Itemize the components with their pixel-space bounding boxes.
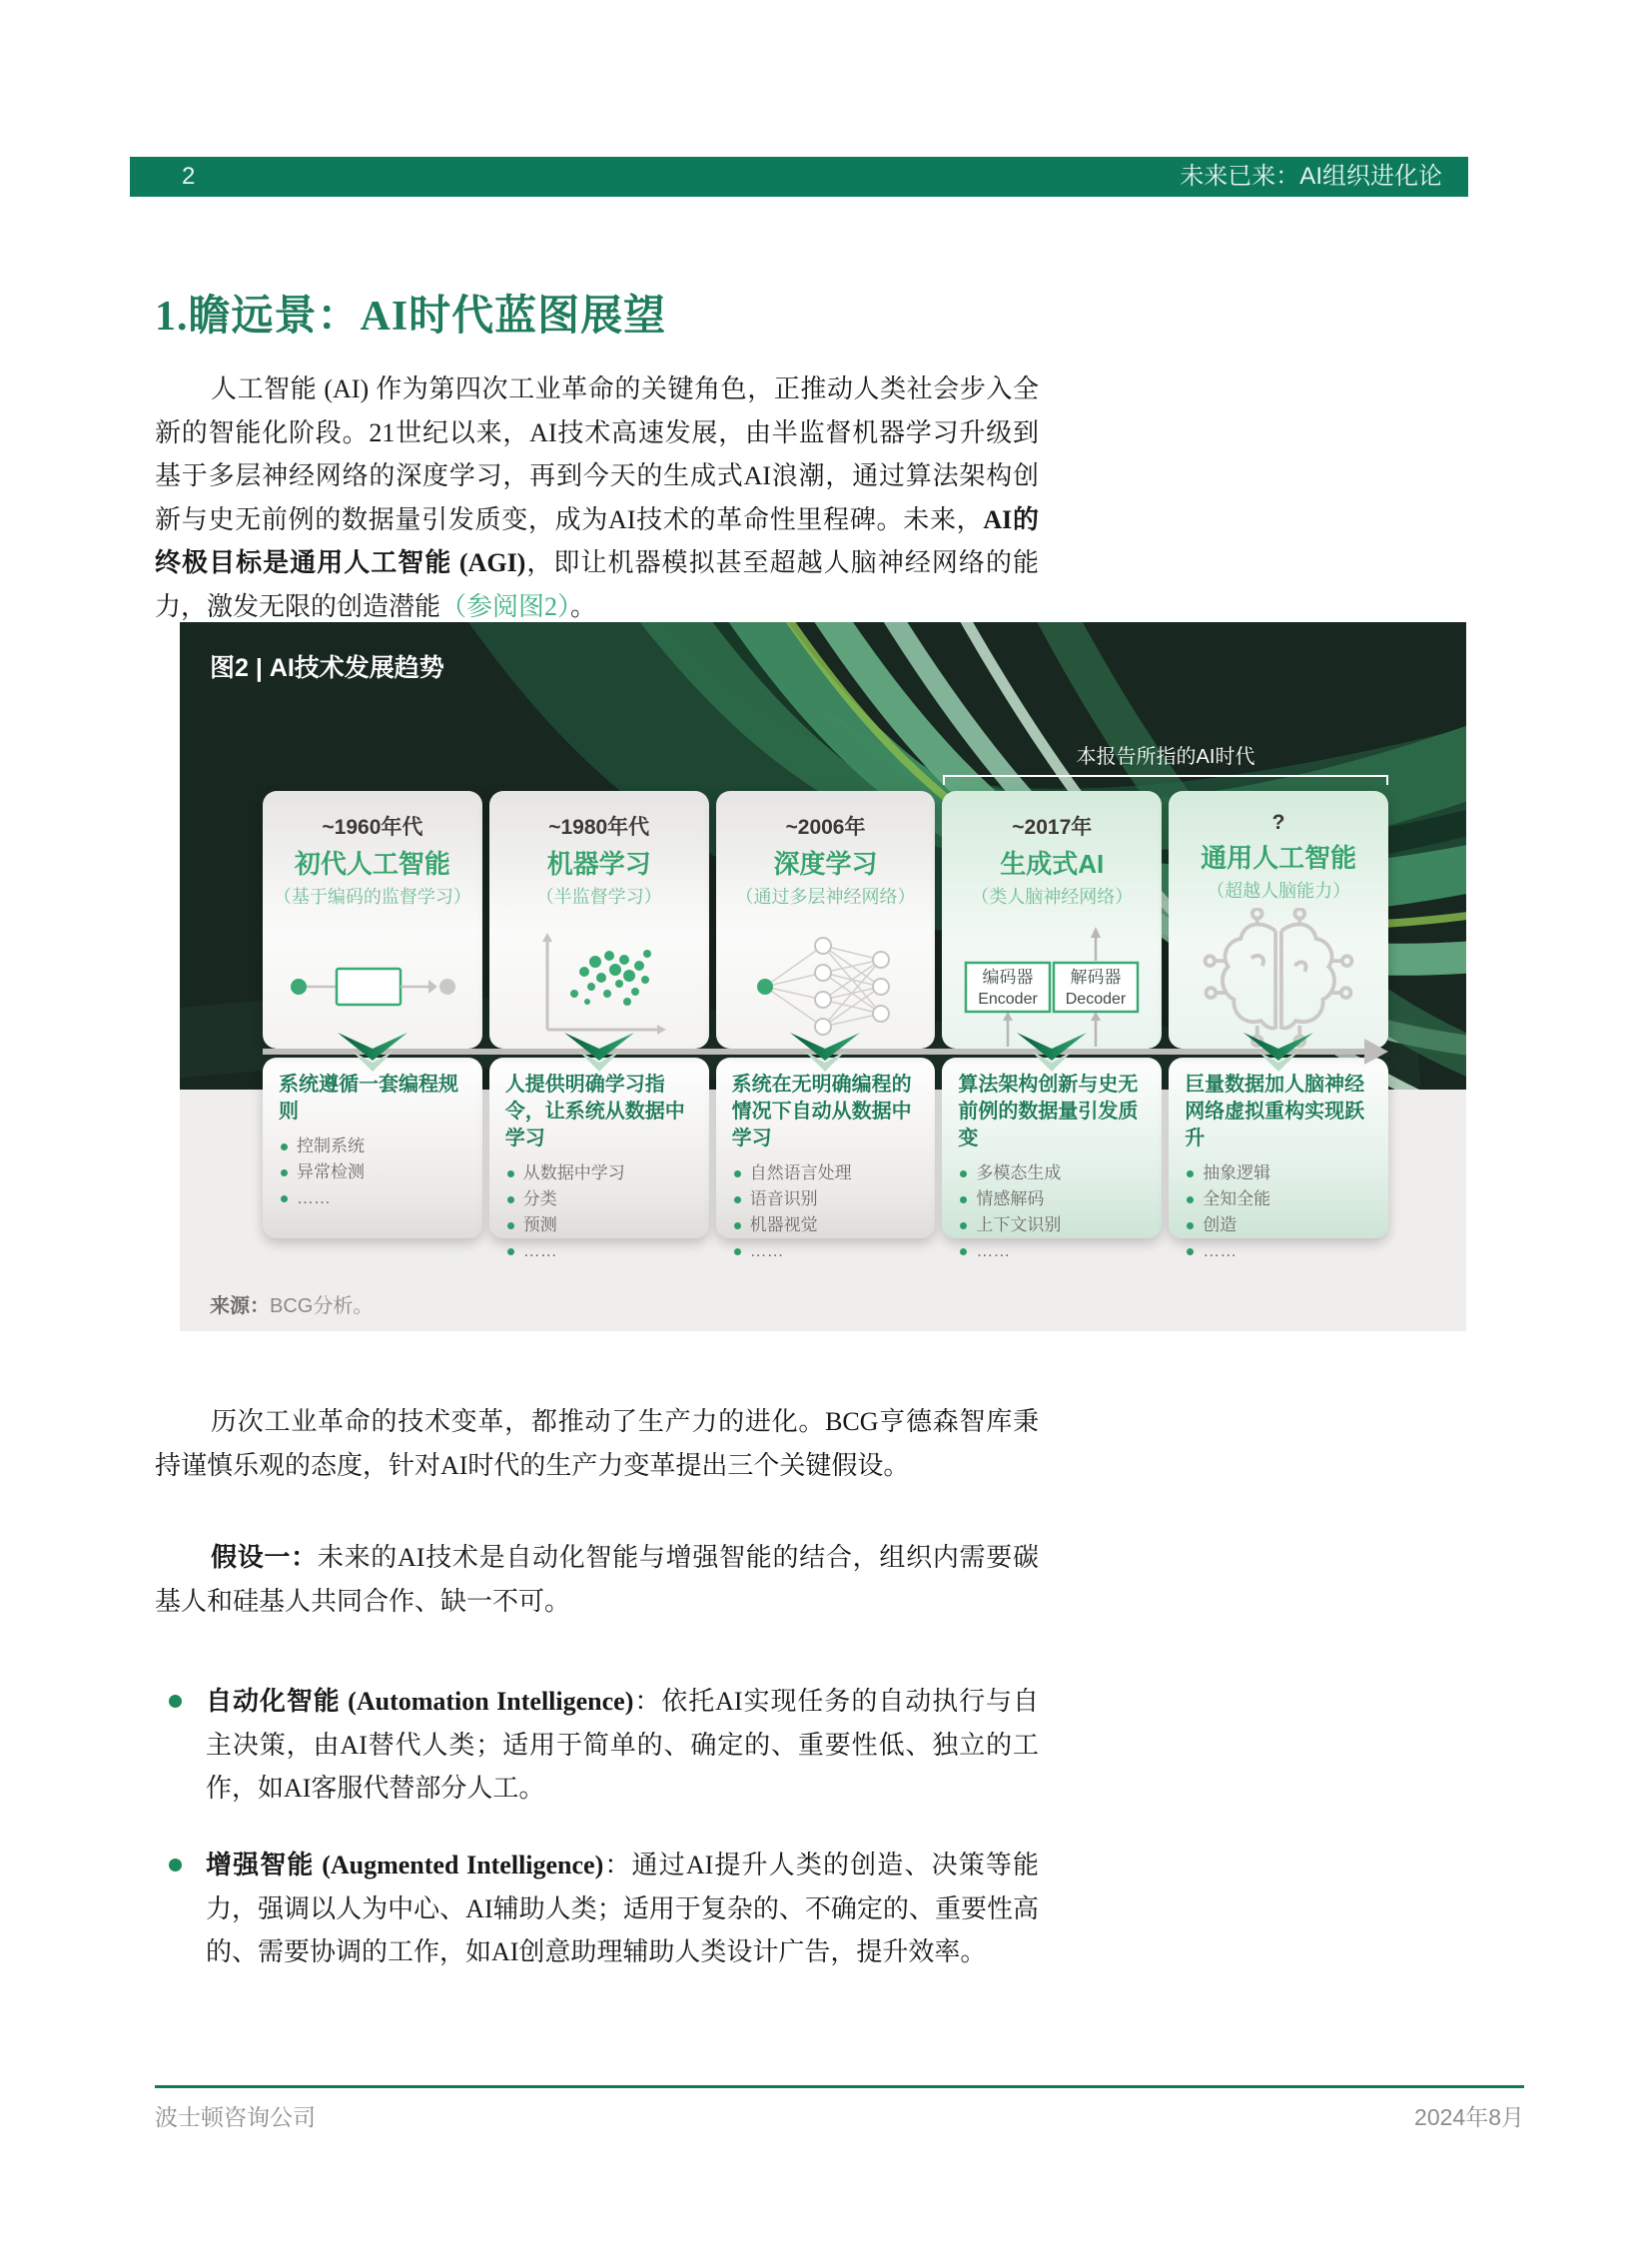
footer-divider	[155, 2085, 1524, 2088]
figure-caption: 图2 | AI技术发展趋势	[210, 654, 444, 682]
list-item: 情感解码	[958, 1186, 1150, 1212]
list-item: 全知全能	[1185, 1186, 1376, 1212]
column-subtitle: （半监督学习）	[535, 887, 662, 907]
hypothesis-paragraph	[155, 1536, 1039, 1623]
column-card-bottom	[716, 1058, 936, 1260]
column-subtitle: （通过多层神经网络）	[735, 887, 916, 907]
bullet-dot-icon	[169, 1695, 182, 1708]
timeline-column-agi	[1169, 791, 1388, 1260]
footer-company: 波士顿咨询公司	[155, 2104, 316, 2130]
intro-text-1: 人工智能 (AI) 作为第四次工业革命的关键角色，正推动人类社会步入全新的智能化阶段。21世纪以来，AI技术高速发展，由半监督机器学习升级到基于多层神经网络的深度学习，再到今天的生成式AI浪潮，通过算法架构创新与史无前例的数据量引发质变，成为AI技术的革命性里程碑。未来，	[155, 374, 1039, 534]
source-text: BCG分析。	[270, 1295, 374, 1317]
column-card-top	[716, 791, 936, 1049]
hypothesis-lead: 假设一：	[211, 1543, 318, 1572]
bullet-lead: 增强智能 (Augmented Intelligence)	[206, 1851, 604, 1879]
column-bullet-list	[958, 1160, 1150, 1264]
column-subtitle: （类人脑神经网络）	[971, 887, 1134, 907]
column-card-bottom	[489, 1058, 709, 1260]
list-item: ……	[732, 1238, 924, 1264]
ai-era-note: 本报告所指的AI时代	[1076, 746, 1255, 768]
footer-date: 2024年8月	[1414, 2104, 1524, 2130]
column-subtitle: （基于编码的监督学习）	[273, 887, 471, 907]
column-description-title: 人提供明确学习指令，让系统从数据中学习	[504, 1074, 685, 1149]
timeline-column-2017	[942, 791, 1162, 1260]
header-title: 未来已来：AI组织进化论	[1180, 163, 1442, 190]
column-period: ~1960年代	[322, 816, 423, 839]
column-period: ~2017年	[1012, 816, 1093, 839]
column-description-title: 巨量数据加人脑神经网络虚拟重构实现跃升	[1185, 1074, 1365, 1149]
decoder-label: 解码器	[1070, 967, 1122, 987]
chevron-down-icon	[564, 1031, 634, 1078]
chevron-down-icon	[338, 1031, 408, 1078]
column-title: 深度学习	[773, 849, 878, 879]
list-item: 分类	[505, 1186, 697, 1212]
column-card-top	[489, 791, 709, 1049]
encoder-label: 编码器	[982, 967, 1034, 987]
intro-paragraph	[155, 368, 1039, 628]
column-card-top	[942, 791, 1162, 1049]
list-item: 机器视觉	[732, 1212, 924, 1238]
chevron-down-icon	[1017, 1031, 1087, 1078]
list-item: 自然语言处理	[732, 1160, 924, 1186]
column-description-title: 系统遵循一套编程规则	[279, 1074, 458, 1122]
intro-bold-text: AI的终极目标是通用人工智能 (AGI)	[155, 504, 1039, 577]
bullet-body: ：通过AI提升人类的创造、决策等能力，强调以人为中心、AI辅助人类；适用于复杂的、不确定的、重要性高的、需要协调的工作，如AI创意助理辅助人类设计广告，提升效率。	[206, 1851, 1039, 1966]
list-item: 控制系统	[279, 1133, 470, 1159]
column-bullet-list	[732, 1160, 924, 1264]
list-item: ……	[1185, 1238, 1376, 1264]
bullet-lead: 自动化智能 (Automation Intelligence)	[206, 1687, 634, 1716]
figure-2	[180, 622, 1466, 1331]
body-paragraph-2: 历次工业革命的技术变革，都推动了生产力的进化。BCG亨德森智库秉持谨慎乐观的态度，针对AI时代的生产力变革提出三个关键假设。	[155, 1407, 1039, 1480]
figure-2-reference-link[interactable]: （参阅图2）	[440, 591, 571, 621]
page-header-bar	[130, 157, 1468, 197]
bullet-body: ：依托AI实现任务的自动执行与自主决策，由AI替代人类；适用于简单的、确定的、重要性低、独立的工作，如AI客服代替部分人工。	[206, 1687, 1040, 1803]
intro-text-3: 。	[570, 591, 597, 621]
section-heading: 1.瞻远景：AI时代蓝图展望	[155, 294, 667, 340]
column-period: ~2006年	[785, 816, 866, 839]
column-title: 通用人工智能	[1201, 843, 1357, 873]
timeline-arrowhead-icon	[1364, 1039, 1388, 1065]
column-title: 生成式AI	[1000, 849, 1105, 879]
column-period: ~1980年代	[548, 816, 650, 839]
encoder-sublabel: Encoder	[978, 990, 1039, 1008]
list-item: 多模态生成	[958, 1160, 1150, 1186]
decoder-sublabel: Decoder	[1066, 990, 1127, 1008]
column-title: 初代人工智能	[294, 849, 450, 879]
page-footer	[155, 2099, 1524, 2132]
intro-text-2: ，即让机器模拟甚至超越人脑神经网络的能力，激发无限的创造潜能	[155, 548, 1039, 621]
column-description-title: 系统在无明确编程的情况下自动从数据中学习	[731, 1074, 912, 1149]
bullet-augmented-intelligence	[169, 1844, 1039, 1974]
column-card-bottom	[263, 1058, 482, 1238]
list-item: 抽象逻辑	[1185, 1160, 1376, 1186]
list-item: 创造	[1185, 1212, 1376, 1238]
list-item: 预测	[505, 1212, 697, 1238]
column-title: 机器学习	[546, 849, 651, 879]
column-card-bottom	[942, 1058, 1162, 1260]
list-item: 异常检测	[279, 1159, 470, 1185]
timeline-columns	[263, 791, 1388, 1260]
column-period: ?	[1271, 811, 1285, 834]
column-bullet-list	[279, 1133, 470, 1211]
timeline-column-2006	[716, 791, 936, 1260]
chevron-down-icon	[790, 1031, 860, 1078]
list-item: ……	[958, 1238, 1150, 1264]
list-item: ……	[505, 1238, 697, 1264]
timeline-column-1960s	[263, 791, 482, 1238]
column-description-title: 算法架构创新与史无前例的数据量引发质变	[958, 1074, 1139, 1149]
chevron-down-icon	[1243, 1031, 1313, 1078]
timeline-column-1980s	[489, 791, 709, 1260]
page-number: 2	[182, 163, 196, 190]
source-label: 来源：	[210, 1295, 270, 1317]
column-subtitle: （超越人脑能力）	[1207, 881, 1351, 901]
column-bullet-list	[1185, 1160, 1376, 1264]
bullet-text	[206, 1844, 1039, 1974]
column-bullet-list	[505, 1160, 697, 1264]
bullet-automation-intelligence	[169, 1680, 1039, 1811]
list-item: 从数据中学习	[505, 1160, 697, 1186]
figure-source	[210, 1289, 373, 1318]
column-card-top	[263, 791, 482, 1049]
bullet-dot-icon	[169, 1859, 182, 1871]
hypothesis-text: 未来的AI技术是自动化智能与增强智能的结合，组织内需要碳基人和硅基人共同合作、缺一不可。	[155, 1543, 1039, 1616]
ai-era-bracket	[943, 775, 1388, 785]
column-card-top	[1169, 791, 1388, 1049]
list-item: 上下文识别	[958, 1212, 1150, 1238]
list-item: ……	[279, 1185, 470, 1211]
column-card-bottom	[1169, 1058, 1388, 1260]
list-item: 语音识别	[732, 1186, 924, 1212]
bullet-text	[206, 1680, 1039, 1811]
